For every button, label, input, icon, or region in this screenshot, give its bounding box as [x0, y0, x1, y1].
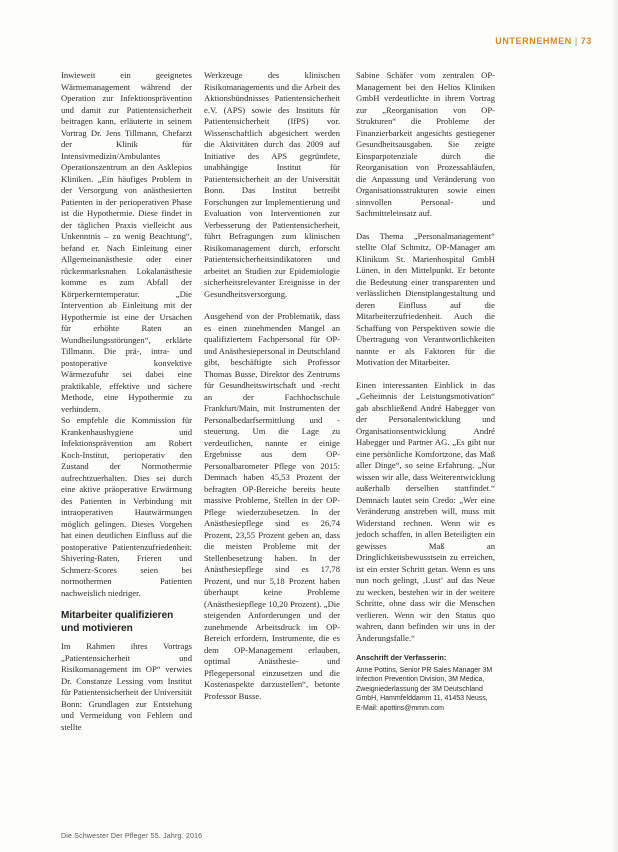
- text-column-1: [61, 70, 192, 733]
- paragraph: Ausgehend von der Problematik, dass es einen zunehmenden Mangel an qualifiziertem Fachpersonal für OP- und Anästhesiepersonal in Deutschland gibt, beschäftigte sich Professor Thomas Busse, Direktor des Zentrums für Gesundheitswirtschaft und -recht an der Fachhochschule Frankfurt/Main, mit Instrumenten der Personalbedarfsermittlung und -steuerung. Um die Lage zu verdeutlichen, nannte er einige Ergebnisse aus dem OP-Personalbarometer Pflege von 2015: Demnach haben 45,53 Prozent der befragten OP-Bereiche bereits heute massive Probleme, Stellen in der OP-Pflege wiederzubesetzen. In der Anästhesiepflege sind es 26,74 Prozent, 23,55 Prozent geben an, dass die meisten Probleme mit der Stellenbesetzung haben. In der Anästhesiepflege sind es 17,78 Prozent, und nur 5,18 Prozent haben überhaupt keine Probleme (Anästhesiepflege 10,20 Prozent). „Die steigenden Anforderungen und der zunehmende Arbeitsdruck im OP-Bereich erfordern, Instrumente, die es dem OP-Management erlauben, optimal Anästhesie- und Pflegepersonal einzusetzen und die Kostenaspekte darzustellen“, betonte Professor Busse.: [204, 311, 340, 701]
- running-header: [495, 36, 592, 46]
- paragraph-gap: [204, 300, 340, 311]
- paragraph: Im Rahmen ihres Vortrags „Patientensicherheit und Risikomanagement im OP“ verwies Dr. Constanze Lessing vom Institut für Patientensicherheit der Universität Bonn: Grundlagen zur Entstehung und Vermeidung von Fehlern und stellte: [61, 641, 193, 732]
- author-address-title: Anschrift der Verfasserin:: [356, 653, 447, 662]
- scan-shadow: [612, 0, 618, 852]
- header-separator: |: [574, 36, 578, 46]
- section-title: UNTERNEHMEN: [495, 36, 572, 46]
- text-column-2: [204, 70, 340, 702]
- paragraph-gap: [356, 369, 495, 380]
- running-footer: Die Schwester Der Pfleger 55. Jahrg. 2016: [61, 833, 203, 840]
- paragraph: Sabine Schäfer vom zentralen OP-Management bei den Helios Kliniken GmbH verdeutlichte in ihrem Vortrag zur „Reorganisation von OP-Strukturen“ die Probleme der Finanzierbarkeit angesichts gestiegener Gesundheitsausgaben. Sie zeigte Einsparpotenziale durch die Reorganisation von Prozessabläufen, die Anpassung und Veränderung von Organisationsstrukturen sowie einen sinnvollen Personal- und Sachmitteleinsatz auf.: [356, 70, 495, 218]
- section-subheading: Mitarbeiter qualifizieren und motivieren: [61, 610, 174, 634]
- paragraph: Inwieweit ein geeignetes Wärmemanagement während der Operation zur Infektionsprävention und damit zur Patientensicherheit beitragen kann, erläuterte in seinem Vortrag Dr. Jens Tillmann, Chefarzt der Klinik für Intensivmedizin/Ambulantes Operationszentrum an den Asklepios Kliniken. „Ein häufiges Problem in der Versorgung von anästhesierten Patienten in der perioperativen Phase ist die Hypothermie. Diese findet in der täglichen Praxis vielleicht aus Unkenntnis – zu wenig Beachtung“, befand er. Nach Einleitung einer Allgemeinanästhesie oder einer rückenmarksnahen Lokalanästhesie komme es zum Abfall der Körperkerntemperatur. „Die Intervention ab Einleitung mit der Hypothermie ist eine der Ursachen für erhöhte Raten an Wundheilungsstörungen“, erklärte Tillmann. Die prä-, intra- und postoperative konvektive Wärmezufuhr sei dabei eine praktikable, effektive und sichere Methode, eine Hypothermie zu verhindern.: [61, 70, 192, 414]
- author-address: Anne Pottins, Senior PR Sales Manager 3M Infection Prevention Division, 3M Medica, Zweigniederlassung der 3M Deutschland GmbH, Hammfelddamm 11, 41453 Neuss, E-Mail: apottins@mmm.com: [356, 666, 493, 712]
- paragraph: Das Thema „Personalmanagement“ stellte Olaf Schmitz, OP-Manager am Klinikum St. Marienhospital GmbH Lünen, in den Mittelpunkt. Er betonte die Bedeutung einer transparenten und verlässlichen Dienstplangestaltung und deren Einfluss auf die Mitarbeiterzufriedenheit. Auch die Schaffung von Perspektiven sowie die Übertragung von Verantwortlichkeiten nannte er als Faktoren für die Motivation der Mitarbeiter.: [356, 230, 495, 367]
- paragraph: So empfehle die Kommission für Krankenhaushygiene und Infektionsprävention am Robert Koch-Institut, perioperativ den Zustand der Normothermie aufrechtzuerhalten. Dies sei durch eine aktive präoperative Erwärmung des Patienten in Verbindung mit intraoperativen Hautwärmungen möglich gelingen. Dieses Vorgehen hat einen deutlichen Einfluss auf die postoperative Patientenzufriedenheit: Shivering-Raten, Frieren und Schmerz-Scores seien bei normothermen Patienten nachweislich niedriger.: [61, 415, 192, 598]
- text-column-3: [356, 70, 495, 713]
- page-number: 73: [580, 36, 592, 46]
- paragraph-gap: [356, 220, 495, 231]
- paragraph: Werkzeuge des klinischen Risikomanagements und die Arbeit des Aktionsbündnisses Patientensicherheit e.V. (APS) sowie des Instituts für Patientensicherheit (IfPS) vor. Wissenschaftlich abgesichert werden die Aktivitäten durch das 2009 auf Initiative des APS gegründete, unabhängige Institut für Patientensicherheit an der Universität Bonn. Das Institut betreibt Forschungen zur Implementierung und Evaluation von Interventionen zur Verbesserung der Patientensicherheit, führt Befragungen zum klinischen Risikomanagement durch, erforscht Patientensicherheitsindikatoren und arbeitet an Studien zur Epidemiologie sicherheitsrelevanter Ereignisse in der Gesundheitsversorgung.: [204, 70, 340, 299]
- paragraph: Einen interessanten Einblick in das „Geheimnis der Leistungsmotivation“ gab abschließend André Habegger von der Personalentwicklung und Organisationsentwicklung André Habegger und Partner AG. „Es gibt nur eine persönliche Komfortzone, das Maß aller Dinge“, so seine Erfahrung. „Nur wissen wir alle, dass Weiterentwicklung außerhalb derselben stattfindet.“ Demnach lautet sein Credo: „Wer eine Veränderung anstreben will, muss mit Widerstand rechnen. Wenn wir es jedoch schaffen, in allen Beteiligten ein gewisses Maß an Dringlichkeitsbewusstsein zu erreichen, ist ein erster Schritt getan. Wenn es uns nun noch gelingt, ‚Lust‘ auf das Neue zu wecken, bestehen wir in der weitere Schritte, ohne dass wir die Menschen verlieren. Wenn wir den Status quo wahren, dann befinden wir uns in der Änderungsfalle.“: [356, 379, 495, 643]
